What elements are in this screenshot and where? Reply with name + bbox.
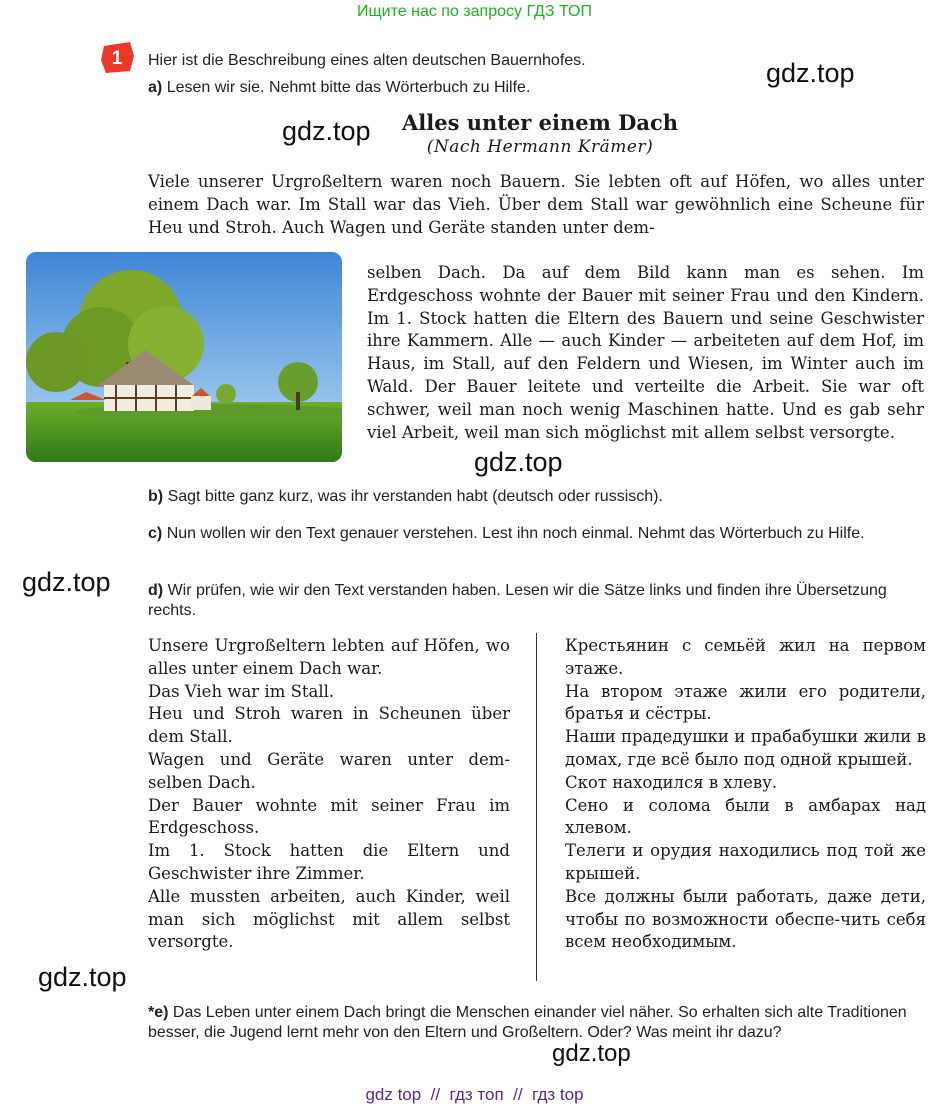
sentence-ru: Телеги и орудия находились под той же крышей. (565, 841, 926, 883)
exercise-number-badge (100, 40, 136, 74)
intro-block (148, 47, 586, 101)
sentence-ru: Сено и солома были в амбарах над хлевом. (565, 795, 926, 838)
task-e: *e) Das Leben unter einem Dach bringt die Menschen einander viel näher. So erhalten sich alte Traditionen besser, die Jugend lernt mehr von den Eltern und Großeltern. Oder? Was meint ihr dazu? (148, 1004, 907, 1041)
sentence-ru: Все должны были работать, даже дети, чтобы по возможности обеспе-чить себя всем необходимым. (565, 886, 926, 952)
sentence-de: Im 1. Stock hatten die Eltern und Geschwister ihre Zimmer. (148, 841, 510, 883)
watermark: gdz.top (552, 1040, 631, 1067)
watermark: gdz.top (22, 567, 111, 597)
text-title: Alles unter einem Dach (401, 110, 679, 135)
column-divider (536, 633, 537, 981)
sentence-ru: Скот находился в хлеву. (565, 772, 778, 792)
sentence-ru: На втором этаже жили его родители, братья и сёстры. (565, 681, 926, 724)
exercise-number: 1 (111, 48, 123, 69)
german-sentences (148, 635, 510, 954)
sentence-de: Heu und Stroh waren in Scheunen über dem Stall. (148, 704, 510, 747)
watermark: gdz.top (282, 116, 371, 146)
text-subtitle: (Nach Hermann Krämer) (426, 137, 654, 157)
russian-sentences (565, 635, 926, 954)
task-c: c) Nun wollen wir den Text genauer verstehen. Lest ihn noch einmal. Nehmt das Wörterbuch zu Hilfe. (148, 525, 865, 542)
farmhouse-photo (26, 252, 342, 462)
sentence-de: Unsere Urgroßeltern lebten auf Höfen, wo alles unter einem Dach war. (148, 636, 510, 678)
footer-links: gdz top // гдз топ // гдз top (365, 1085, 584, 1104)
sentence-ru: Крестьянин с семьёй жил на первом этаже. (565, 636, 926, 678)
watermark: gdz.top (766, 58, 855, 88)
paragraph-right: selben Dach. Da auf dem Bild kann man es sehen. Im Erdgeschoss wohnte der Bauer mit seiner Frau und den Kindern. Im 1. Stock hatten die Eltern des Bauern und seine Geschwister ihre Kammern. Alle — auch Kinder — arbeiteten auf dem Hof, im Haus, im Stall, auf den Feldern und Wiesen, im Winter auch im Wald. Der Bauer leitete und verteilte die Arbeit. Sie war oft schwer, weil man noch wenig Maschinen hatte. Und es gab sehr viel Arbeit, weil man sich möglichst mit allem selbst versorgte. (367, 263, 924, 442)
sentence-de: Der Bauer wohnte mit seiner Frau im Erdgeschoss. (148, 795, 510, 838)
sentence-de: Das Vieh war im Stall. (148, 681, 335, 701)
task-b: b) Sagt bitte ganz kurz, was ihr verstanden habt (deutsch oder russisch). (148, 488, 663, 505)
intro-line: Hier ist die Beschreibung eines alten deutschen Bauernhofes. (148, 52, 586, 69)
watermark: gdz.top (38, 962, 127, 992)
task-a: a) Lesen wir sie. Nehmt bitte das Wörterbuch zu Hilfe. (148, 79, 531, 96)
task-d: d) Wir prüfen, wie wir den Text verstanden haben. Lesen wir die Sätze links und finden ihre Übersetzung rechts. (148, 582, 887, 619)
paragraph-top: Viele unserer Urgroßeltern waren noch Bauern. Sie lebten oft auf Höfen, wo alles unter einem Dach war. Im Stall war das Vieh. Über dem Stall war gewöhnlich eine Scheune für Heu und Stroh. Auch Wagen und Geräte standen unter dem- (148, 172, 924, 237)
top-banner: Ищите нас по запросу ГДЗ ТОП (357, 3, 592, 20)
watermark: gdz.top (474, 447, 563, 477)
sentence-de: Alle mussten arbeiten, auch Kinder, weil man sich möglichst mit allem selbst versorgte. (148, 886, 510, 952)
sentence-de: Wagen und Geräte waren unter dem-selben Dach. (148, 749, 510, 792)
sentence-ru: Наши прадедушки и прабабушки жили в домах, где всё было под одной крышей. (565, 727, 926, 769)
